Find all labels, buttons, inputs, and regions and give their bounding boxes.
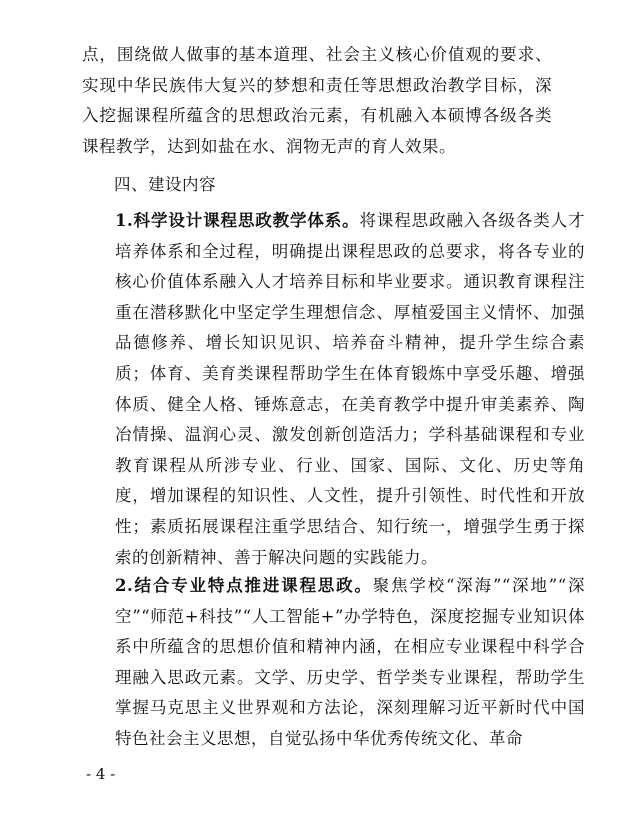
item-2-title: 2.结合专业特点推进课程思政。 [115,576,373,595]
paragraph-item-2 [82,571,585,755]
item-1-title: 1.科学设计课程思政教学体系。 [115,211,360,230]
section-heading: 四、建设内容 [114,175,216,194]
paragraph-item-1 [82,206,585,573]
item-1-body: 将课程思政融入各级各类人才培养体系和全过程，明确提出课程思政的总要求，将各专业的核心价值体系融入人才培养目标和毕业要求。通识教育课程注重在潜移默化中坚定学生理想信念、厚植爱国主义情怀、加强品德修养、增长知识见识、培养奋斗精神，提升学生综合素质；体育、美育类课程帮助学生在体育锻炼中享受乐趣、增强体质、健全人格、锤炼意志，在美育教学中提升审美素养、陶冶情操、温润心灵、激发创新创造活力；学科基础课程和专业教育课程从所涉专业、行业、国家、国际、文化、历史等角度，增加课程的知识性、人文性，提升引领性、时代性和开放性；素质拓展课程注重学思结合、知行统一，增强学生勇于探索的创新精神、善于解决问题的实践能力。 [115,211,585,567]
paragraph-intro-continued: 点，围绕做人做事的基本道理、社会主义核心价值观的要求、实现中华民族伟大复兴的梦想和责任等思想政治教学目标，深入挖掘课程所蕴含的思想政治元素，有机融入本硕博各级各类课程教学，达到如盐在水、润物无声的育人效果。 [82,45,552,156]
item-2-body: 聚焦学校“深海”“深地”“深空”“师范+科技”“人工智能+”办学特色，深度挖掘专业知识体系中所蕴含的思想价值和精神内涵，在相应专业课程中科学合理融入思政元素。文学、历史学、哲学类专业课程，帮助学生掌握马克思主义世界观和方法论，深刻理解习近平新时代中国特色社会主义思想，自觉弘扬中华优秀传统文化、革命 [115,576,585,748]
page-number: - 4 - [86,765,116,783]
